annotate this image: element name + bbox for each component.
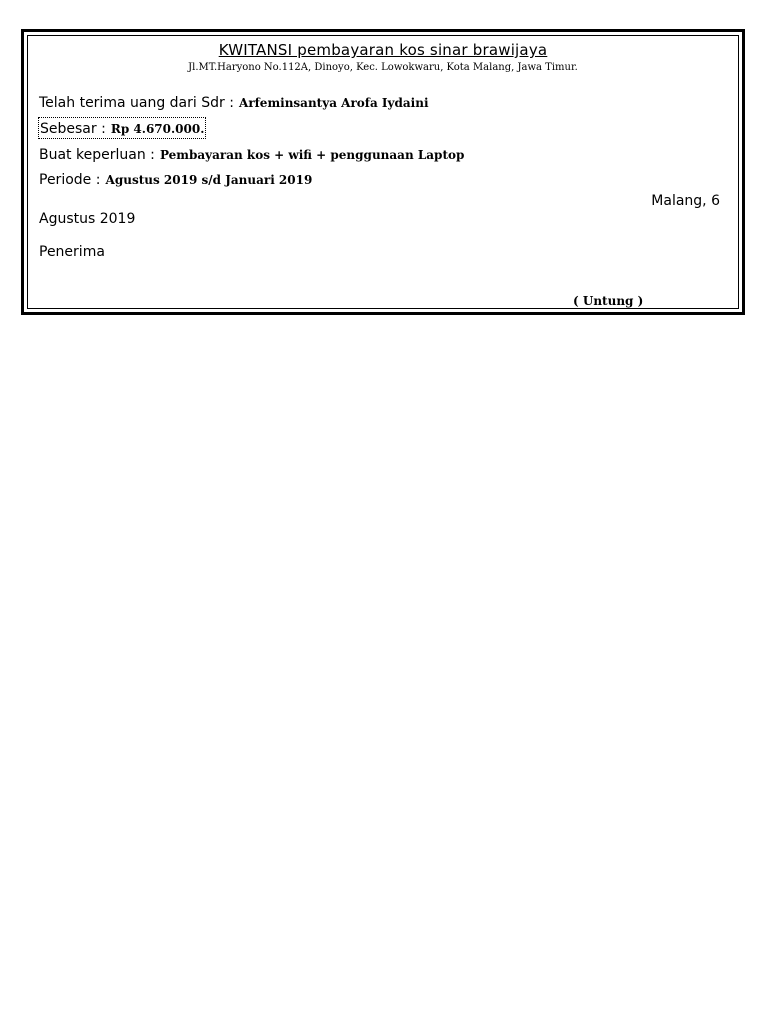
receipt-address: Jl.MT.Haryono No.112A, Dinoyo, Kec. Lowokwaru, Kota Malang, Jawa Timur. [188, 62, 578, 73]
recipient-label: Penerima [39, 244, 105, 260]
amount-row [38, 117, 206, 139]
received-from-value: Arfeminsantya Arofa Iydaini [239, 96, 429, 110]
received-from-label: Telah terima uang dari Sdr : [39, 95, 234, 111]
signer-name: ( Untung ) [573, 294, 644, 308]
amount-value: Rp 4.670.000. [110, 122, 205, 136]
received-from-row [39, 92, 429, 111]
period-value: Agustus 2019 s/d Januari 2019 [105, 173, 313, 187]
date-line-2: Agustus 2019 [39, 211, 136, 227]
purpose-row [39, 144, 464, 163]
receipt-title: KWITANSI pembayaran kos sinar brawijaya [218, 41, 548, 59]
period-label: Periode : [39, 172, 101, 188]
amount-label: Sebesar : [40, 121, 106, 137]
purpose-label: Buat keperluan : [39, 147, 155, 163]
period-row [39, 169, 312, 188]
date-line-1: Malang, 6 [651, 193, 720, 209]
receipt-inner-border [27, 35, 739, 309]
receipt-frame [21, 29, 745, 315]
purpose-value: Pembayaran kos + wifi + penggunaan Laptop [159, 148, 465, 162]
